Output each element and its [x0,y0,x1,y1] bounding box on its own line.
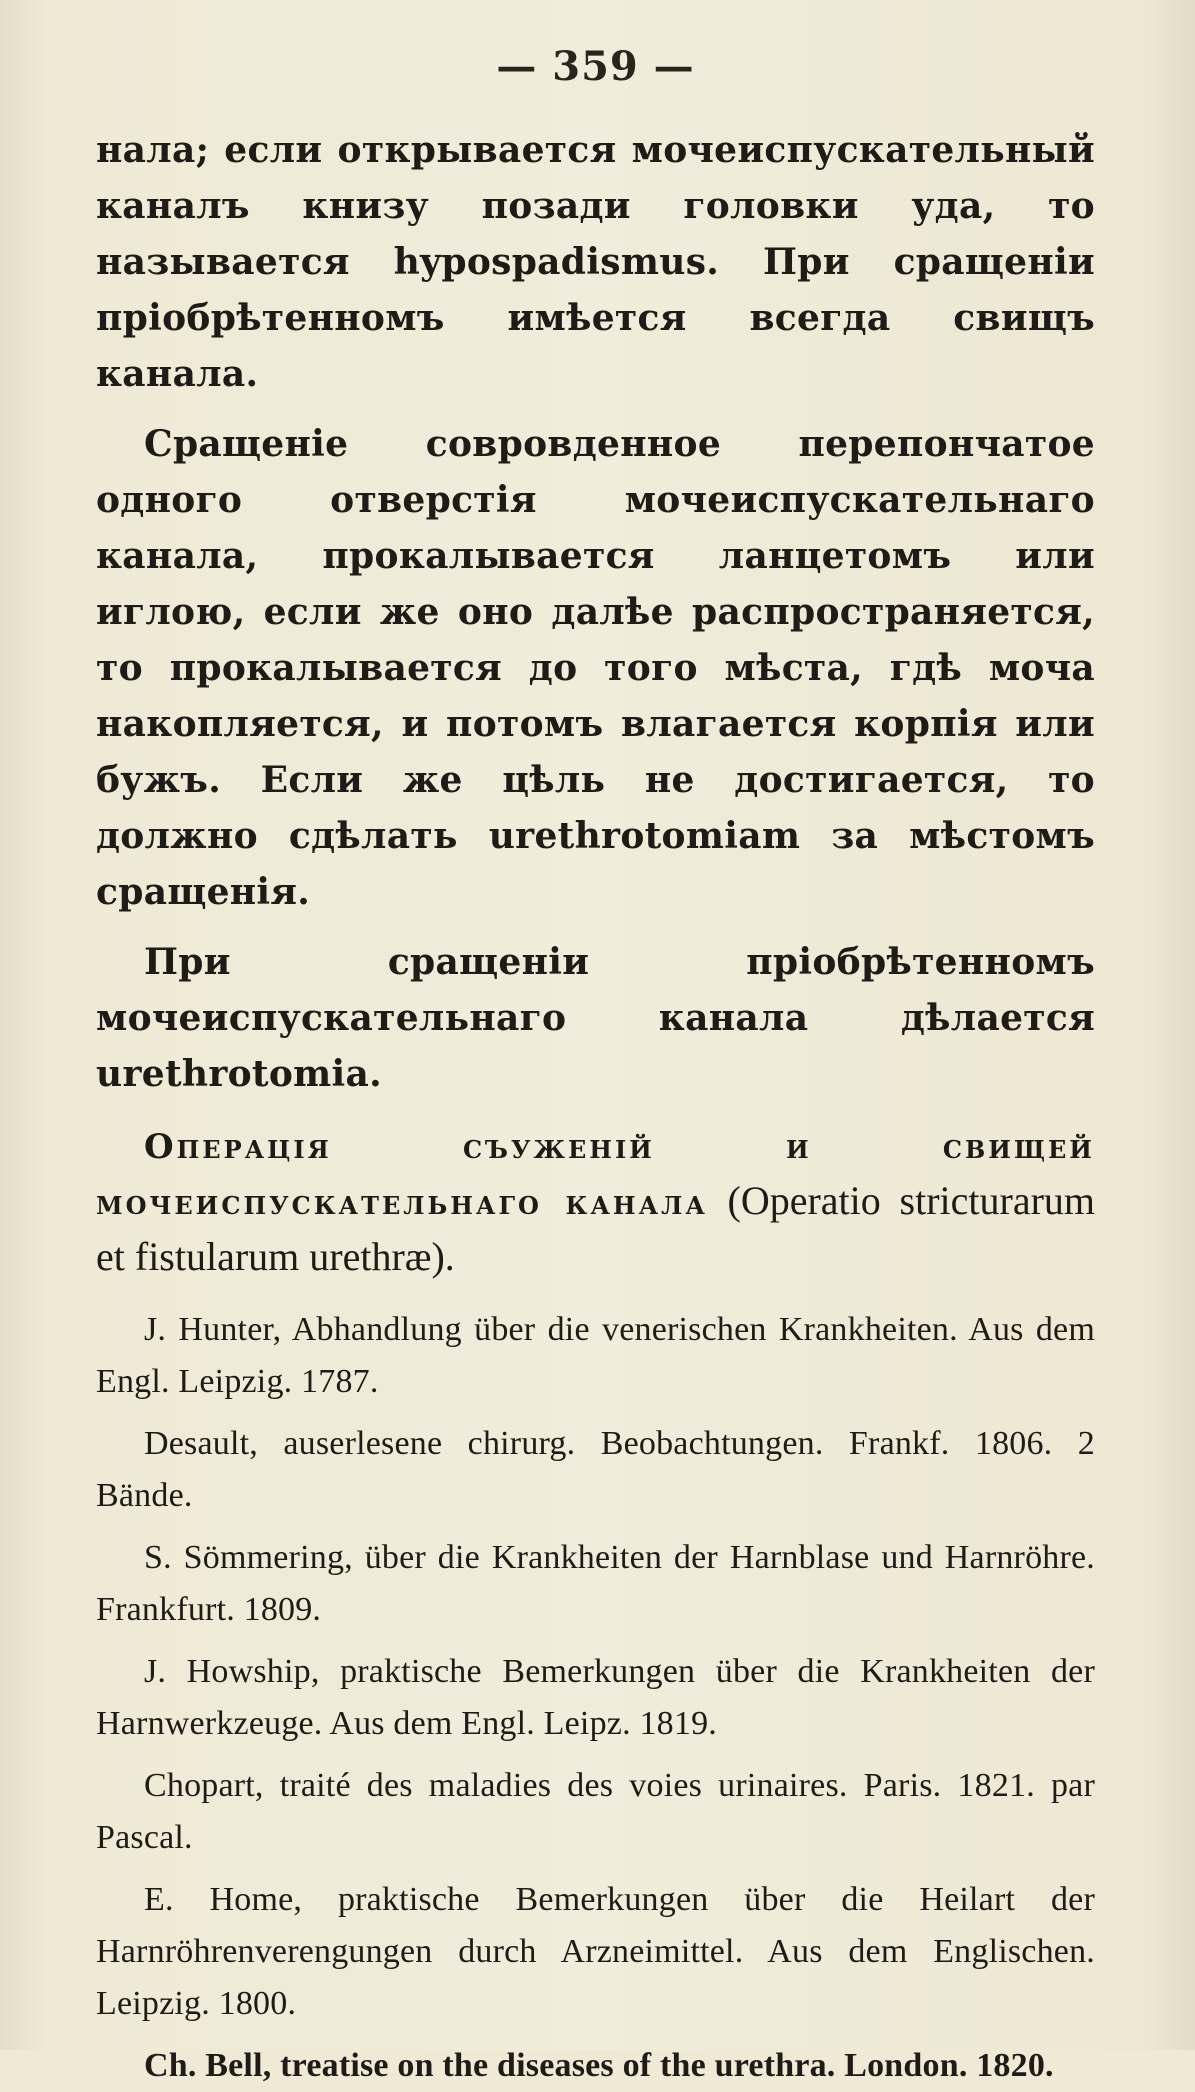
reference-item: S. Sömmering, über die Krankheiten der Harnblase und Harnröhre. Frankfurt. 1809. [96,1539,1095,1628]
reference-item: J. Howship, praktische Bemerkungen über die Krankheiten der Harnwerkzeuge. Aus dem Engl. Leipz. 1819. [96,1653,1095,1742]
reference-item: Desault, auserlesene chirurg. Beobachtungen. Frankf. 1806. 2 Bände. [96,1425,1095,1514]
section-heading [96,1120,1095,1286]
reference-item: E. Home, praktische Bemerkungen über die Heilart der Harnröhrenverengungen durch Arzneimittel. Aus dem Englischen. Leipzig. 1800. [96,1881,1095,2022]
section-heading-title: Операцiя съуженiй и свищей мочеиспускательнаго канала [96,1127,1095,1223]
reference-list [96,1304,1095,2092]
paragraph-1: нала; если открывается мочеиспускательный каналъ книзу позади головки уда, то называется hypospadismus. При сращенiи прiобрѣтенномъ имѣется всегда свищъ канала. [96,129,1095,395]
reference-item: Chopart, traité des maladies des voies urinaires. Paris. 1821. par Pascal. [96,1767,1095,1856]
page-number: — 359 — [496,43,695,90]
reference-item: Ch. Bell, treatise on the diseases of the urethra. London. 1820. [144,2047,1054,2084]
paragraph-3: При сращенiи прiобрѣтенномъ мочеиспускательнаго канала дѣлается urethrotomia. [96,941,1095,1095]
paragraph-2: Сращенiе совровденное перепончатое одного отверстiя мочеиспускательнаго канала, прокалывается ланцетомъ или иглою, если же оно далѣе распространяется, то прокалывается до того мѣста, гдѣ моча накопляется, и потомъ влагается корпiя или бужъ. Если же цѣль не достигается, то должно сдѣлать urethrotomiam за мѣстомъ сращенiя. [96,423,1095,913]
section-heading-latin: (Operatio stricturarum et fistularum urethræ). [96,1178,1096,1279]
reference-item: J. Hunter, Abhandlung über die venerischen Krankheiten. Aus dem Engl. Leipzig. 1787. [96,1311,1095,1400]
